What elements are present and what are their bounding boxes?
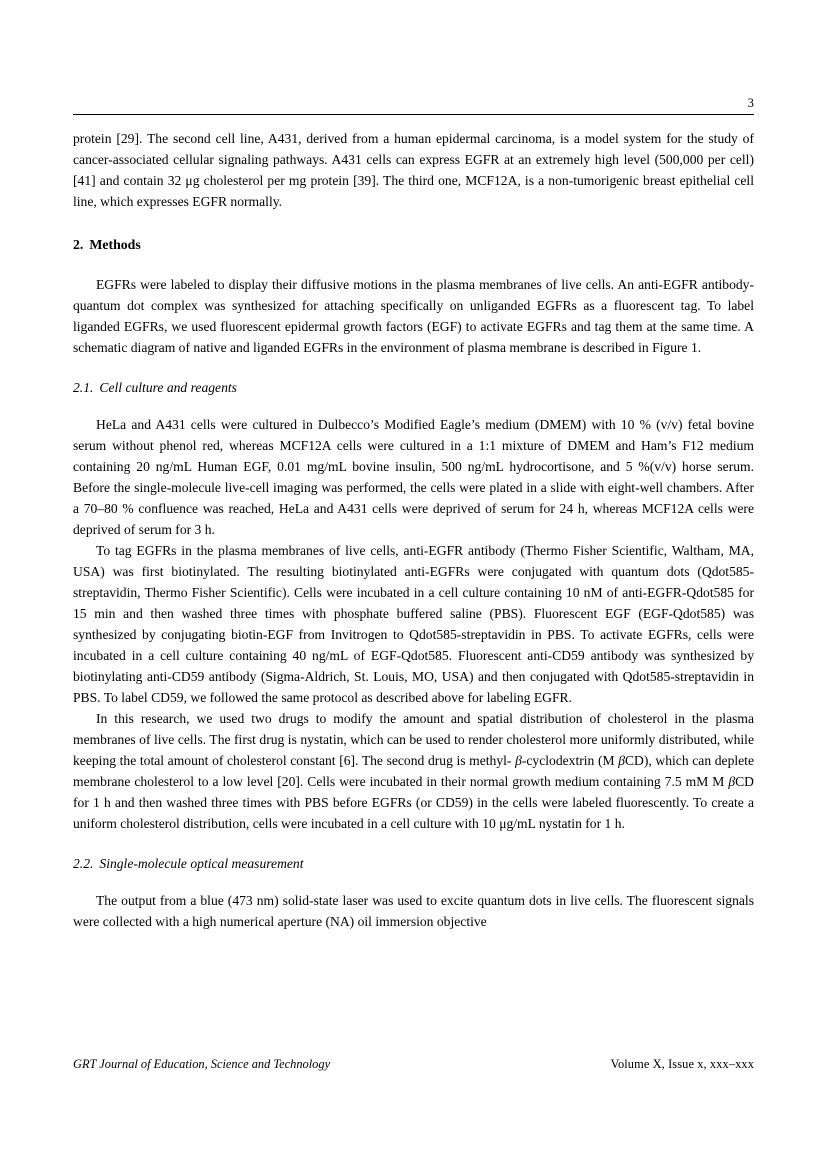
footer-journal-name: GRT Journal of Education, Science and Technology xyxy=(73,1057,331,1071)
text-run: In this research, we used two drugs to modify the amount and spatial distribution of cholesterol in the plasma membranes of live cells. The first drug is nystatin, which can be used to render cholesterol more uniformly distributed, while keeping the total amount of cholesterol constant [6]. The second drug is methyl- xyxy=(73,711,754,768)
subsection-number: 2.1. xyxy=(73,380,94,395)
section-heading-methods xyxy=(73,234,754,255)
spacer xyxy=(73,255,754,274)
paragraph-optical-measurement: The output from a blue (473 nm) solid-state laser was used to excite quantum dots in live cells. The fluorescent signals were collected with a high numerical aperture (NA) oil immersion objective xyxy=(73,893,754,929)
paragraph-cell-culture-1: HeLa and A431 cells were cultured in Dulbecco’s Modified Eagle’s medium (DMEM) with 10 % (v/v) fetal bovine serum without phenol red, whereas MCF12A cells were cultured in a 1:1 mixture of DMEM and Ham’s F12 medium containing 20 ng/mL Human EGF, 0.01 mg/mL bovine insulin, 500 ng/mL hydrocortisone, and 5 %(v/v) horse serum. Before the single-molecule live-cell imaging was performed, the cells were plated in a slide with eight-well chambers. After a 70–80 % confluence was reached, HeLa and A431 cells were deprived of serum for 24 h, whereas MCF12A cells were deprived of serum for 3 h. xyxy=(73,417,754,537)
paragraph-methods-intro: EGFRs were labeled to display their diffusive motions in the plasma membranes of live cells. An anti-EGFR antibody-quantum dot complex was synthesized for attaching specifically on unliganded EGFRs as a fluorescent tag. To label liganded EGFRs, we used fluorescent epidermal growth factors (EGF) to activate EGFRs and tag them at the same time. A schematic diagram of native and liganded EGFRs in the environment of plasma membrane is described in Figure 1. xyxy=(73,277,754,355)
text-run: CD), which can deplete membrane cholesterol to a low level [20]. Cells were incubated in their normal growth medium containing 7.5 mM M xyxy=(73,753,754,789)
spacer xyxy=(73,874,754,890)
paragraph-cell-culture-2: To tag EGFRs in the plasma membranes of live cells, anti-EGFR antibody (Thermo Fisher Scientific, Waltham, MA, USA) was first biotinylated. The resulting biotinylated anti-EGFRs were conjugated with quantum dots (Qdot585-streptavidin, Thermo Fisher Scientific). Cells were incubated in a cell culture containing 10 nM of anti-EGFR-Qdot585 for 15 min and then washed three times with phosphate buffered saline (PBS). Fluorescent EGF (EGF-Qdot585) was synthesized by conjugating biotin-EGF from Invitrogen to Qdot585-streptavidin in PBS. To activate EGFRs, cells were incubated in a cell culture containing 40 ng/mL of EGF-Qdot585. Fluorescent anti-CD59 antibody was synthesized by biotinylating anti-CD59 antibody (Sigma-Aldrich, St. Louis, MO, USA) and then conjugated with Qdot585-streptavidin in PBS. To label CD59, we followed the same protocol as described above for labeling EGFR. xyxy=(73,543,754,705)
section-title: Methods xyxy=(89,237,141,252)
spacer xyxy=(73,398,754,414)
text-run: CD for 1 h and then washed three times with PBS before EGFRs (or CD59) in the cells were labeled fluorescently. To create a uniform cholesterol distribution, cells were incubated in a cell culture with 10 μg/mL nystatin for 1 h. xyxy=(73,774,754,831)
subsection-number: 2.2. xyxy=(73,856,94,871)
article-body xyxy=(73,128,754,932)
beta-symbol: β xyxy=(515,753,522,768)
subsection-heading-optical-measurement xyxy=(73,853,754,874)
header-rule xyxy=(73,114,754,115)
text-run: -cyclodextrin (M xyxy=(521,753,619,768)
paragraph-continued: protein [29]. The second cell line, A431, derived from a human epidermal carcinoma, is a model system for the study of cancer-associated cellular signaling pathways. A431 cells can express EGFR at an extremely high level (500,000 per cell) [41] and contain 32 μg cholesterol per mg protein [39]. The third one, MCF12A, is a non-tumorigenic breast epithelial cell line, which expresses EGFR normally. xyxy=(73,131,754,209)
subsection-title: Single-molecule optical measurement xyxy=(99,856,304,871)
footer-volume-info: Volume X, Issue x, xxx–xxx xyxy=(610,1057,754,1071)
page-footer xyxy=(73,1056,754,1072)
beta-symbol: β xyxy=(618,753,625,768)
subsection-title: Cell culture and reagents xyxy=(99,380,237,395)
spacer xyxy=(73,834,754,853)
spacer xyxy=(73,358,754,377)
spacer xyxy=(73,212,754,234)
page-header xyxy=(73,96,754,115)
beta-symbol: β xyxy=(728,774,736,789)
paragraph-cholesterol-drugs xyxy=(73,708,754,834)
page-number: 3 xyxy=(747,96,754,110)
subsection-heading-cell-culture xyxy=(73,377,754,398)
section-number: 2. xyxy=(73,237,84,252)
